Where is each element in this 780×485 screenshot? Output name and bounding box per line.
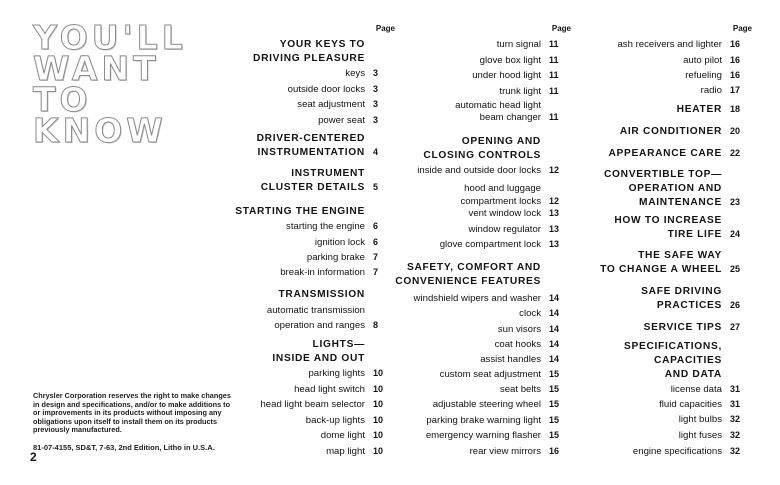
- title-block: [33, 18, 187, 150]
- toc-heading: [624, 341, 752, 352]
- toc-entry: [659, 399, 752, 410]
- toc-page-number: 3: [373, 68, 379, 78]
- toc-entry-text: STARTING THE ENGINE: [235, 206, 365, 217]
- toc-entry-text: coat hooks: [494, 339, 541, 350]
- toc-entry-text: auto pilot: [683, 55, 722, 66]
- toc-entry: [440, 369, 571, 380]
- toc-page-number: 7: [373, 267, 379, 277]
- toc-entry-text: parking brake warning light: [426, 415, 541, 426]
- toc-heading: [665, 369, 752, 380]
- toc-page-number: 25: [730, 264, 741, 274]
- toc-entry: [633, 446, 752, 457]
- toc-entry-text: glove box light: [479, 55, 541, 66]
- toc-entry-text: outside door locks: [287, 84, 365, 95]
- toc-entry-text: SERVICE TIPS: [643, 322, 722, 333]
- toc-entry-text: CLOSING CONTROLS: [423, 150, 541, 161]
- toc-entry: [499, 86, 571, 97]
- toc-page-number: 31: [730, 384, 741, 394]
- toc-entry: [297, 99, 395, 110]
- toc-heading: [272, 353, 395, 364]
- toc-entry-text: emergency warning flasher: [425, 430, 541, 441]
- toc-entry-text: AND DATA: [664, 369, 722, 380]
- toc-entry-text: custom seat adjustment: [439, 369, 541, 380]
- toc-page-number: 10: [373, 368, 384, 378]
- toc-entry: [671, 384, 752, 395]
- toc-page-number: 15: [549, 399, 560, 409]
- toc-page-number: 16: [730, 39, 741, 49]
- toc-page-number: 14: [549, 324, 560, 334]
- toc-entry: [701, 85, 752, 96]
- toc-heading: [423, 150, 571, 161]
- toc-entry-text: back-up lights: [305, 415, 365, 426]
- toc-entry: [417, 165, 571, 176]
- toc-entry: [460, 196, 571, 207]
- toc-page-number: 15: [549, 415, 560, 425]
- toc-heading: [614, 215, 752, 226]
- toc-entry-text: HEATER: [676, 104, 722, 115]
- toc-page-number: 13: [549, 208, 560, 218]
- toc-page-number: 3: [373, 99, 379, 109]
- toc-page-number: 3: [373, 115, 379, 125]
- toc-entry-text: CLUSTER DETAILS: [260, 182, 365, 193]
- toc-entry-text: HOW TO INCREASE: [614, 215, 722, 226]
- toc-page-number: 10: [373, 399, 384, 409]
- title-line-1: YOU'LL: [33, 18, 187, 57]
- toc-entry-text: SAFETY, COMFORT AND: [406, 262, 541, 273]
- toc-entry: [414, 293, 571, 304]
- toc-entry: [468, 208, 571, 219]
- toc-heading: [654, 355, 752, 366]
- toc-entry-text: LIGHTS—: [312, 339, 365, 350]
- toc-page-number: 27: [730, 322, 741, 332]
- toc-entry-text: head light switch: [294, 384, 365, 395]
- toc-page-number: 12: [549, 196, 560, 206]
- toc-page-number: 24: [730, 229, 741, 239]
- toc-page-number: 16: [549, 446, 560, 456]
- toc-page-number: 8: [373, 320, 379, 330]
- toc-page-number: 15: [549, 384, 560, 394]
- toc-entry-text: break-in information: [280, 267, 365, 278]
- toc-entry: [318, 115, 395, 126]
- toc-page-number: 16: [730, 55, 741, 65]
- page-column-label-2: Page: [551, 24, 571, 33]
- toc-heading: [395, 276, 571, 287]
- toc-heading: [677, 104, 752, 115]
- toc-entry: [497, 39, 571, 50]
- toc-entry-text: light bulbs: [678, 414, 722, 425]
- toc-heading: [600, 264, 752, 275]
- toc-heading: [620, 126, 752, 137]
- toc-heading: [638, 250, 752, 261]
- toc-page-number: 31: [730, 399, 741, 409]
- toc-page-number: 11: [549, 39, 559, 49]
- toc-entry-text: INSTRUMENT: [291, 168, 365, 179]
- toc-entry: [321, 430, 395, 441]
- toc-entry: [495, 339, 571, 350]
- toc-entry-text: adjustable steering wheel: [432, 399, 541, 410]
- toc-page-number: 11: [549, 70, 559, 80]
- toc-entry-text: light fuses: [678, 430, 722, 441]
- toc-page-number: 32: [730, 414, 741, 424]
- title-line-4: KNOW: [33, 111, 167, 150]
- toc-entry-text: head light beam selector: [260, 399, 365, 410]
- toc-heading: [313, 339, 395, 350]
- toc-entry: [480, 112, 571, 123]
- toc-entry-text: keys: [345, 68, 365, 79]
- toc-entry-text: starting the engine: [286, 221, 365, 232]
- toc-entry-text: THE SAFE WAY: [638, 250, 722, 261]
- toc-entry-text: license data: [670, 384, 722, 395]
- toc-page-number: 5: [373, 182, 379, 192]
- toc-entry: [286, 221, 395, 232]
- toc-entry: [480, 55, 571, 66]
- toc-entry-text: SAFE DRIVING: [641, 286, 722, 297]
- toc-entry-text: power seat: [318, 115, 365, 126]
- toc-entry-text: AIR CONDITIONER: [619, 126, 722, 137]
- toc-entry-text: hood and luggage: [464, 183, 541, 194]
- toc-entry: [519, 308, 571, 319]
- toc-page-number: 4: [373, 147, 379, 157]
- toc-entry-text: seat adjustment: [297, 99, 365, 110]
- toc-page-number: 16: [730, 70, 741, 80]
- toc-heading: [641, 286, 752, 297]
- toc-heading: [407, 262, 571, 273]
- toc-page-number: 11: [549, 112, 559, 122]
- toc-entry-text: turn signal: [496, 39, 541, 50]
- toc-page-number: 20: [730, 126, 741, 136]
- toc-entry-text: CONVENIENCE FEATURES: [395, 276, 541, 287]
- toc-entry-text: assist handles: [480, 354, 541, 365]
- toc-heading: [608, 148, 752, 159]
- toc-entry-text: SPECIFICATIONS,: [623, 341, 722, 352]
- toc-entry-text: YOUR KEYS TO: [279, 39, 365, 50]
- page-column-label-3: Page: [732, 24, 752, 33]
- toc-entry-text: engine specifications: [632, 446, 722, 457]
- toc-entry: [326, 446, 395, 457]
- toc-entry: [685, 70, 752, 81]
- toc-heading: [462, 136, 571, 147]
- toc-entry: [308, 368, 395, 379]
- toc-page-number: 14: [549, 339, 560, 349]
- toc-entry: [683, 55, 752, 66]
- toc-page-number: 14: [549, 293, 560, 303]
- toc-entry-text: vent window lock: [468, 208, 541, 219]
- toc-page-number: 17: [730, 85, 741, 95]
- toc-entry: [617, 39, 752, 50]
- toc-page-number: 6: [373, 237, 379, 247]
- toc-page-number: 10: [373, 446, 384, 456]
- toc-entry-text: parking lights: [308, 368, 365, 379]
- toc-entry-text: DRIVING PLEASURE: [253, 53, 365, 64]
- toc-entry-text: fluid capacities: [659, 399, 722, 410]
- toc-entry-text: MAINTENANCE: [639, 197, 722, 208]
- toc-entry: [260, 399, 395, 410]
- toc-page-number: 3: [373, 84, 379, 94]
- toc-heading: [644, 322, 752, 333]
- toc-entry: [480, 354, 571, 365]
- page-number: 2: [30, 450, 37, 464]
- toc-heading: [278, 289, 395, 300]
- toc-entry-text: parking brake: [306, 252, 365, 263]
- toc-entry-text: APPEARANCE CARE: [608, 148, 722, 159]
- toc-entry: [500, 384, 571, 395]
- toc-entry: [470, 446, 571, 457]
- toc-entry-text: radio: [700, 85, 722, 96]
- toc-page-number: 26: [730, 300, 741, 310]
- toc-entry-text: beam changer: [479, 112, 541, 123]
- toc-entry: [679, 414, 752, 425]
- toc-page-number: 22: [730, 148, 741, 158]
- toc-entry-text: automatic transmission: [266, 305, 365, 316]
- toc-heading: [261, 182, 395, 193]
- toc-page-number: 15: [549, 369, 560, 379]
- toc-entry: [345, 68, 395, 79]
- toc-entry: [426, 430, 571, 441]
- toc-heading: [604, 169, 752, 180]
- toc-entry-text: glove compartment lock: [439, 239, 541, 250]
- toc-page-number: 18: [730, 104, 741, 114]
- toc-entry: [498, 324, 571, 335]
- toc-entry: [274, 320, 395, 331]
- toc-entry-text: window regulator: [468, 224, 541, 235]
- toc-page-number: 10: [373, 384, 384, 394]
- title-line-2: WANT: [33, 49, 160, 88]
- toc-page-number: 11: [549, 86, 559, 96]
- toc-entry-text: clock: [519, 308, 541, 319]
- toc-entry: [307, 252, 395, 263]
- toc-page-number: 15: [549, 430, 560, 440]
- toc-entry-text: windshield wipers and washer: [413, 293, 541, 304]
- toc-entry: [426, 415, 571, 426]
- toc-entry-text: rear view mirrors: [469, 446, 541, 457]
- toc-entry-text: INSIDE AND OUT: [272, 353, 365, 364]
- toc-entry-text: PRACTICES: [656, 300, 722, 311]
- toc-entry-text: compartment locks: [460, 196, 541, 207]
- toc-entry: [464, 183, 571, 194]
- toc-entry-text: seat belts: [499, 384, 541, 395]
- toc-page-number: 12: [549, 165, 560, 175]
- toc-entry-text: CONVERTIBLE TOP—: [604, 169, 722, 180]
- toc-heading: [253, 53, 395, 64]
- toc-entry-text: TIRE LIFE: [667, 229, 722, 240]
- toc-heading: [629, 183, 752, 194]
- toc-entry: [468, 224, 571, 235]
- toc-entry-text: under hood light: [472, 70, 541, 81]
- toc-page-number: 10: [373, 415, 384, 425]
- toc-entry: [440, 239, 571, 250]
- toc-entry-text: INSTRUMENTATION: [257, 147, 365, 158]
- toc-page-number: 13: [549, 224, 560, 234]
- toc-entry-text: inside and outside door locks: [417, 165, 541, 176]
- toc-entry-text: map light: [326, 446, 365, 457]
- toc-entry: [679, 430, 752, 441]
- toc-page-number: 6: [373, 221, 379, 231]
- toc-entry: [280, 267, 395, 278]
- toc-heading: [639, 197, 752, 208]
- page-column-label-1: Page: [375, 24, 395, 33]
- toc-entry-text: TO CHANGE A WHEEL: [600, 264, 722, 275]
- toc-entry: [433, 399, 571, 410]
- toc-entry: [267, 305, 395, 316]
- publication-code: 81-07-4155, SD&T, 7-63, 2nd Edition, Litho in U.S.A.: [33, 443, 215, 452]
- toc-entry: [455, 100, 571, 111]
- disclaimer-notice: Chrysler Corporation reserves the right to make changes in design and specifications, and/or to make additions to or improvements in its products without imposing any obligations upon itself to install them on its products previously manufactured.: [33, 391, 231, 435]
- toc-heading: [280, 39, 395, 50]
- toc-entry-text: dome light: [320, 430, 365, 441]
- title-line-3: TO: [33, 80, 92, 119]
- toc-entry: [472, 70, 571, 81]
- toc-page-number: 11: [549, 55, 559, 65]
- toc-entry-text: DRIVER-CENTERED: [256, 133, 365, 144]
- toc-entry-text: OPENING AND: [461, 136, 541, 147]
- toc-entry-text: ash receivers and lighter: [617, 39, 722, 50]
- toc-heading: [258, 147, 395, 158]
- toc-page-number: 23: [730, 197, 741, 207]
- toc-heading: [657, 300, 752, 311]
- toc-page-number: 7: [373, 252, 379, 262]
- toc-entry-text: TRANSMISSION: [278, 289, 365, 300]
- toc-page-number: 14: [549, 354, 560, 364]
- toc-heading: [257, 133, 395, 144]
- toc-entry-text: automatic head light: [455, 100, 541, 111]
- toc-entry-text: trunk light: [499, 86, 541, 97]
- toc-page-number: 10: [373, 430, 384, 440]
- toc-heading: [668, 229, 752, 240]
- toc-entry: [315, 237, 395, 248]
- toc-page-number: 32: [730, 430, 741, 440]
- toc-entry: [306, 415, 395, 426]
- toc-entry-text: sun visors: [497, 324, 541, 335]
- toc-page-number: 14: [549, 308, 560, 318]
- toc-entry-text: OPERATION AND: [628, 183, 722, 194]
- toc-entry-text: operation and ranges: [274, 320, 365, 331]
- toc-entry: [294, 384, 395, 395]
- toc-entry-text: ignition lock: [314, 237, 365, 248]
- toc-entry: [288, 84, 395, 95]
- toc-heading: [235, 206, 395, 217]
- toc-page-number: 13: [549, 239, 560, 249]
- toc-page-number: 32: [730, 446, 741, 456]
- toc-entry-text: CAPACITIES: [654, 355, 722, 366]
- toc-entry-text: refueling: [685, 70, 722, 81]
- toc-heading: [291, 168, 395, 179]
